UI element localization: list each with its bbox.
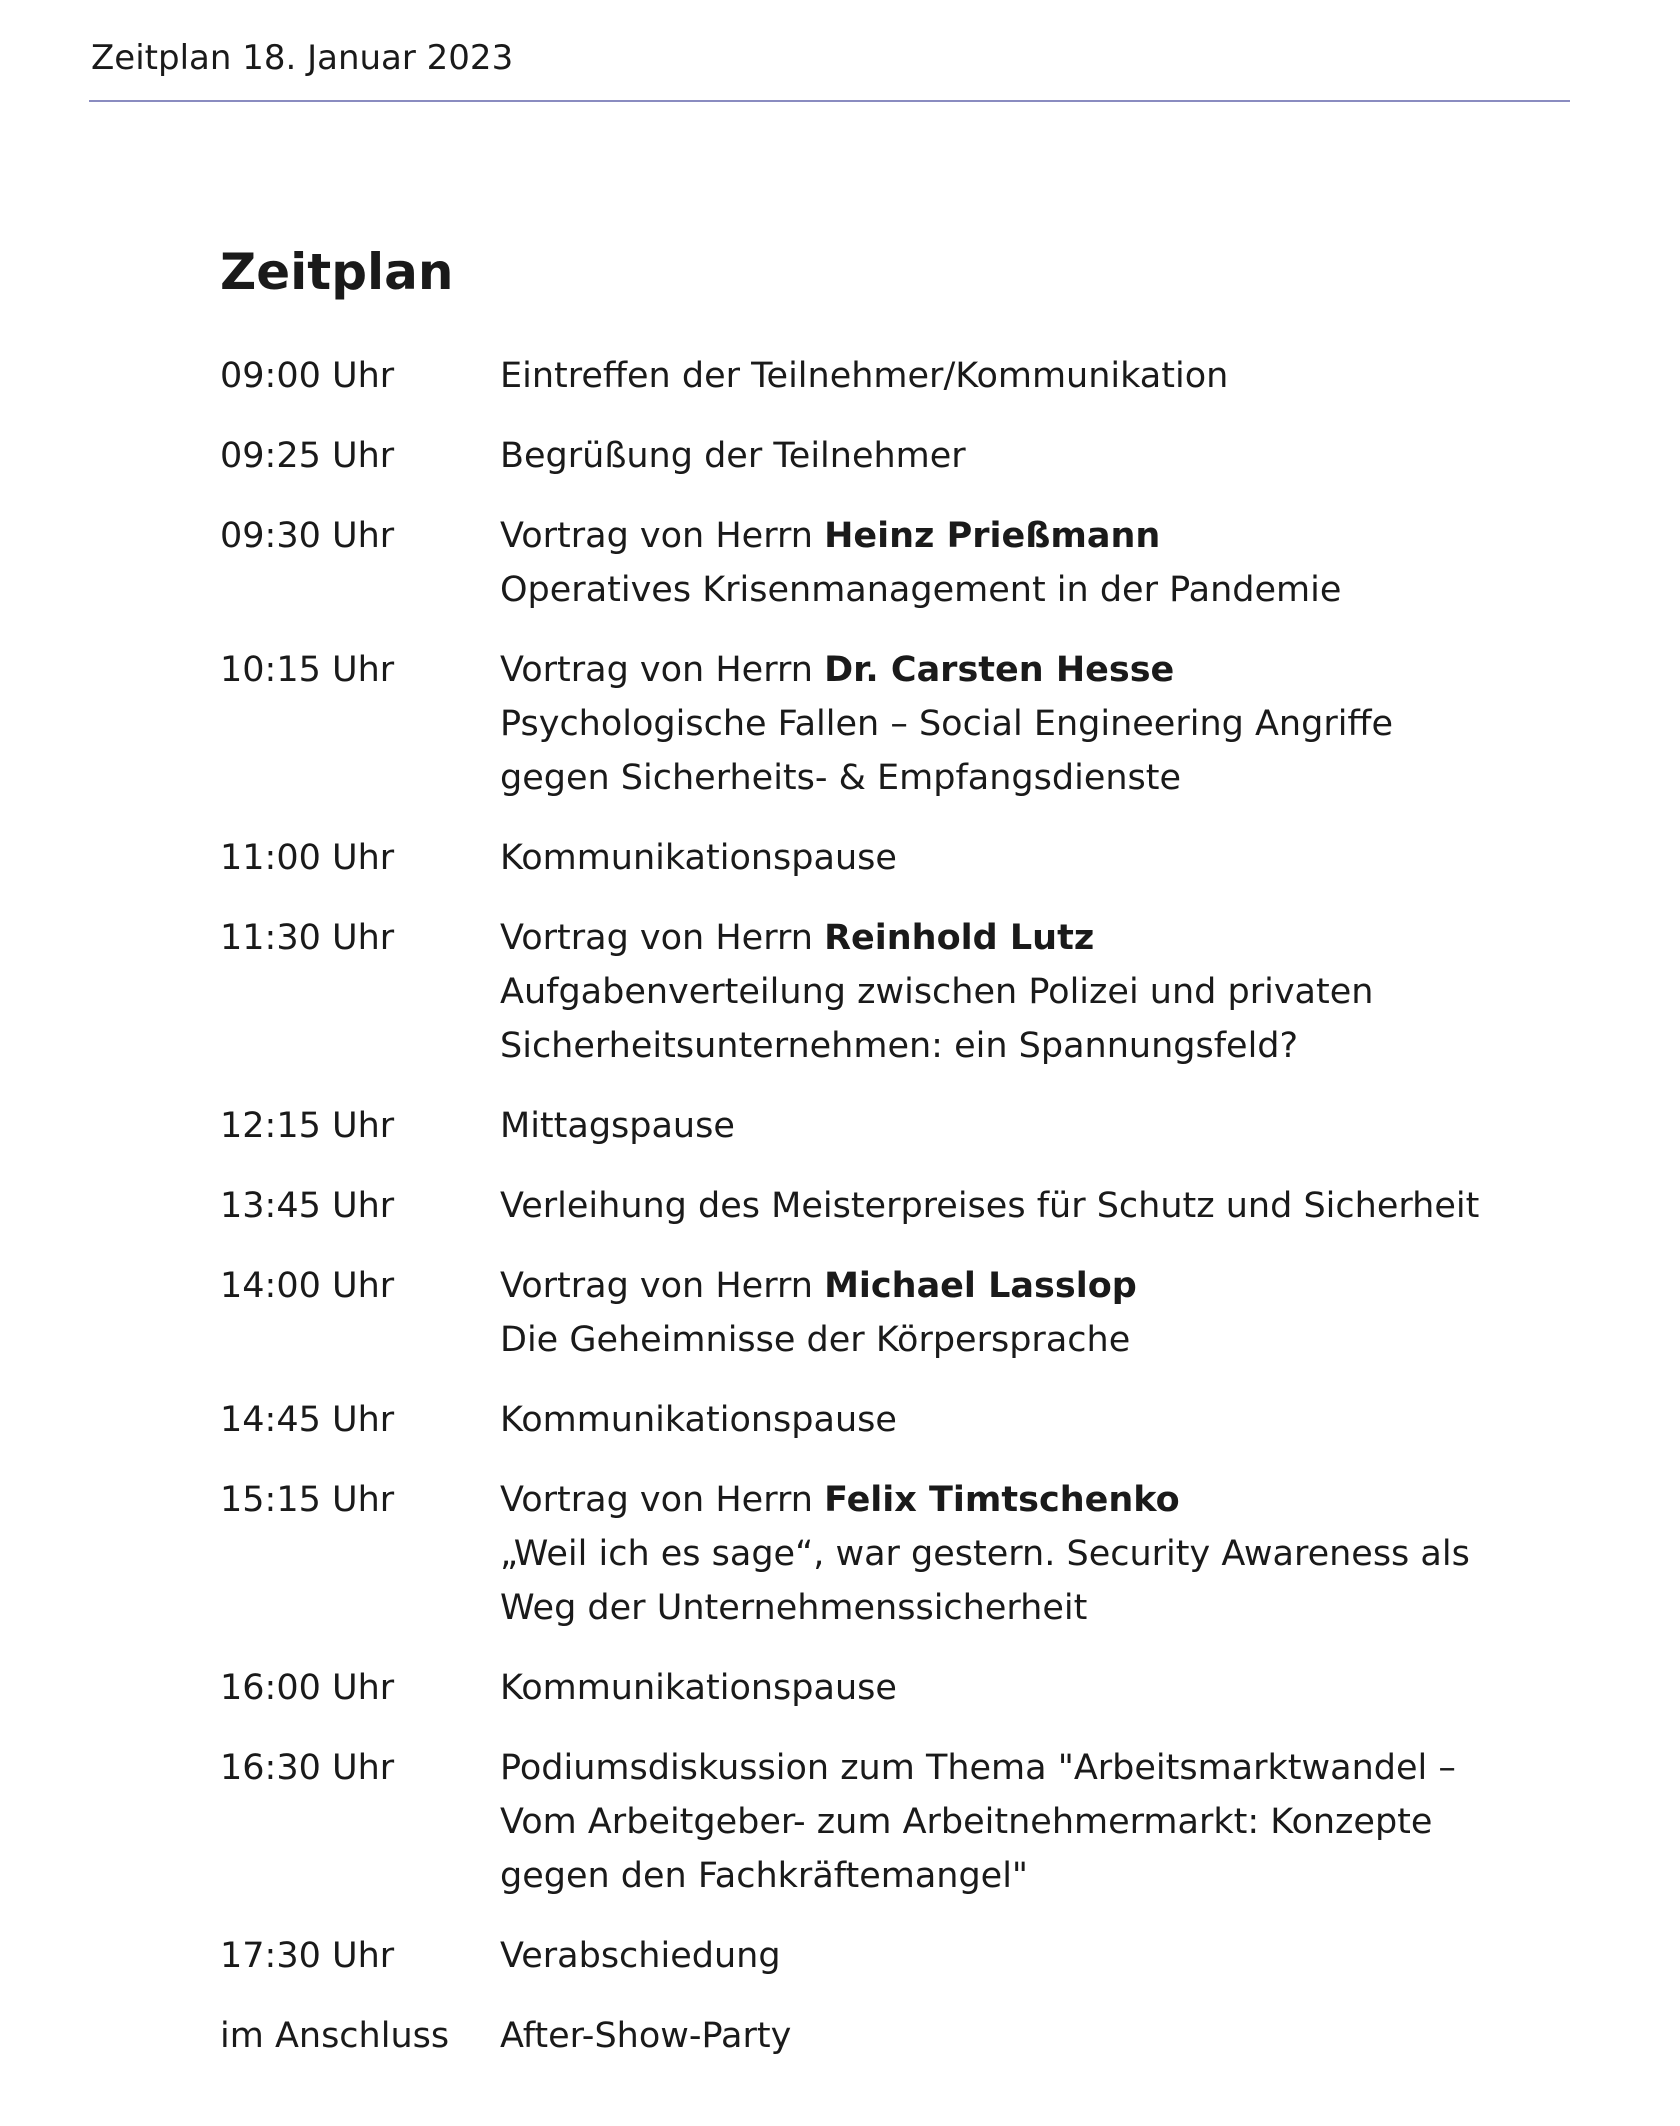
schedule-row [220,1393,1520,1447]
schedule-time: 14:45 Uhr [220,1400,395,1440]
entry-text-line: Kommunikationspause [500,1668,897,1708]
schedule-entry [500,643,1520,805]
schedule-row [220,911,1520,1073]
entry-text-line: Verabschiedung [500,1936,781,1976]
schedule-time: 11:30 Uhr [220,918,395,958]
schedule-row [220,1661,1520,1715]
schedule-time: 16:30 Uhr [220,1748,395,1788]
schedule-list [220,349,1520,2063]
talk-heading [500,643,1520,697]
speaker-name: Reinhold Lutz [824,918,1095,958]
speaker-name: Felix Timtschenko [824,1480,1180,1520]
entry-text-line: Podiumsdiskussion zum Thema "Arbeitsmarktwandel – [500,1748,1456,1788]
entry-text-line: Verleihung des Meisterpreises für Schutz und Sicherheit [500,1186,1480,1226]
page-title: Zeitplan [220,243,454,301]
schedule-row [220,643,1520,805]
entry-text-line: Aufgabenverteilung zwischen Polizei und privaten [500,972,1374,1012]
schedule-entry [500,1929,1520,1983]
entry-text-line: gegen den Fachkräftemangel" [500,1856,1029,1896]
schedule-entry [500,1661,1520,1715]
schedule-entry [500,911,1520,1073]
schedule-time: 10:15 Uhr [220,650,395,690]
schedule-entry [500,1099,1520,1153]
entry-text-line: Begrüßung der Teilnehmer [500,436,966,476]
header-title: Zeitplan 18. Januar 2023 [91,38,514,78]
talk-prefix: Vortrag von Herrn [500,918,825,958]
talk-prefix: Vortrag von Herrn [500,516,825,556]
schedule-entry [500,509,1520,617]
schedule-entry [500,2009,1520,2063]
entry-text-line: Eintreffen der Teilnehmer/Kommunikation [500,356,1229,396]
schedule-time: im Anschluss [220,2016,450,2056]
schedule-row [220,509,1520,617]
entry-text-line: Weg der Unternehmenssicherheit [500,1588,1088,1628]
entry-text-line: gegen Sicherheits- & Empfangsdienste [500,758,1182,798]
speaker-name: Heinz Prießmann [824,516,1161,556]
schedule-entry [500,1473,1520,1635]
speaker-name: Dr. Carsten Hesse [824,650,1175,690]
talk-heading [500,509,1520,563]
schedule-row [220,1929,1520,1983]
schedule-section [220,232,1520,2089]
speaker-name: Michael Lasslop [824,1266,1137,1306]
entry-text-line: Operatives Krisenmanagement in der Pandemie [500,570,1342,610]
schedule-entry [500,831,1520,885]
talk-prefix: Vortrag von Herrn [500,650,825,690]
schedule-row [220,429,1520,483]
schedule-time: 12:15 Uhr [220,1106,395,1146]
schedule-row [220,831,1520,885]
entry-text-line: Die Geheimnisse der Körpersprache [500,1320,1131,1360]
schedule-entry [500,1393,1520,1447]
schedule-time: 11:00 Uhr [220,838,395,878]
schedule-entry [500,349,1520,403]
schedule-time: 09:00 Uhr [220,356,395,396]
schedule-entry [500,429,1520,483]
entry-text-line: Kommunikationspause [500,838,897,878]
schedule-entry [500,1179,1520,1233]
entry-text-line: Sicherheitsunternehmen: ein Spannungsfeld? [500,1026,1299,1066]
talk-heading [500,911,1520,965]
schedule-time: 15:15 Uhr [220,1480,395,1520]
schedule-time: 13:45 Uhr [220,1186,395,1226]
schedule-row [220,1179,1520,1233]
talk-prefix: Vortrag von Herrn [500,1266,825,1306]
schedule-time: 16:00 Uhr [220,1668,395,1708]
talk-prefix: Vortrag von Herrn [500,1480,825,1520]
schedule-time: 14:00 Uhr [220,1266,395,1306]
entry-text-line: After-Show-Party [500,2016,792,2056]
schedule-entry [500,1259,1520,1367]
schedule-row [220,1099,1520,1153]
schedule-row [220,1473,1520,1635]
entry-text-line: Mittagspause [500,1106,735,1146]
schedule-entry [500,1741,1520,1903]
schedule-time: 17:30 Uhr [220,1936,395,1976]
schedule-row [220,1259,1520,1367]
schedule-time: 09:25 Uhr [220,436,395,476]
page-header [89,34,1570,102]
entry-text-line: Psychologische Fallen – Social Engineering Angriffe [500,704,1394,744]
entry-text-line: Kommunikationspause [500,1400,897,1440]
schedule-row [220,349,1520,403]
talk-heading [500,1259,1520,1313]
schedule-time: 09:30 Uhr [220,516,395,556]
schedule-row [220,2009,1520,2063]
entry-text-line: Vom Arbeitgeber- zum Arbeitnehmermarkt: Konzepte [500,1802,1433,1842]
schedule-row [220,1741,1520,1903]
entry-text-line: „Weil ich es sage“, war gestern. Security Awareness als [500,1534,1470,1574]
talk-heading [500,1473,1520,1527]
